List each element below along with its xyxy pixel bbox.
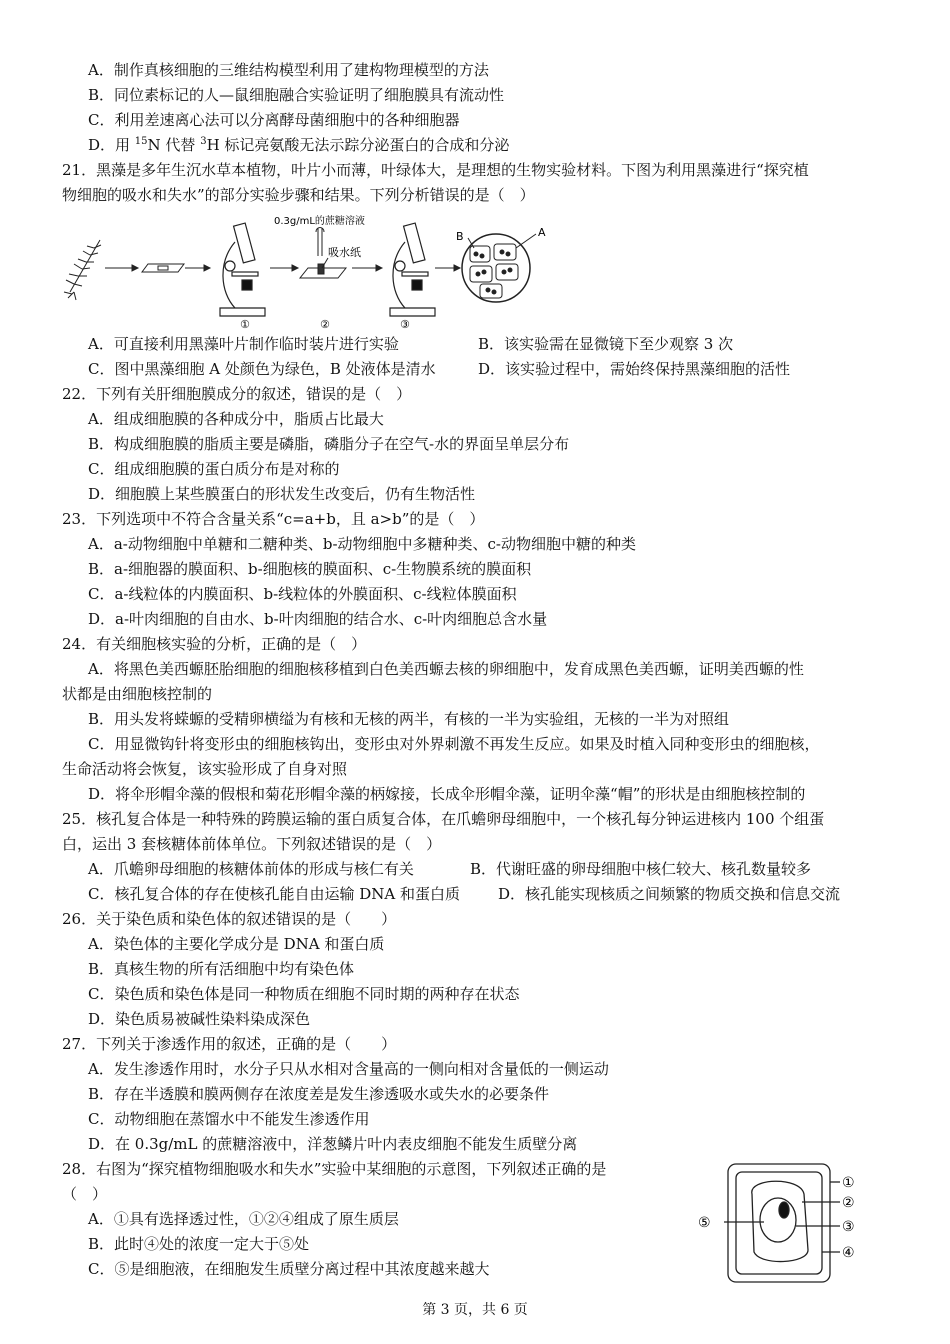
q24-stem: 24．有关细胞核实验的分析，正确的是（ ）	[62, 635, 367, 653]
q20-option-b: B．同位素标记的人—鼠细胞融合实验证明了细胞膜具有流动性	[88, 86, 505, 104]
q25-stem-line2: 白，运出 3 套核糖体前体单位。下列叙述错误的是（ ）	[62, 835, 442, 853]
q24-option-a-line1: A．将黑色美西螈胚胎细胞的细胞核移植到白色美西螈去核的卵细胞中，发育成黑色美西螈，证明美西螈的性	[88, 660, 804, 678]
q25-option-b: B．代谢旺盛的卵母细胞中核仁较大、核孔数量较多	[470, 860, 812, 878]
sucrose-label: 0.3g/mL的蔗糖溶液	[274, 216, 365, 227]
q23-option-c: C．a-线粒体的内膜面积、b-线粒体的外膜面积、c-线粒体膜面积	[88, 585, 517, 603]
q28-option-a: A．①具有选择透过性，①②④组成了原生质层	[88, 1210, 399, 1228]
label-b: B	[456, 230, 464, 243]
label-4: ④	[842, 1245, 855, 1261]
q21-experiment-figure	[60, 212, 560, 330]
q20-d-post: H 标记亮氨酸无法示踪分泌蛋白的合成和分泌	[206, 136, 510, 154]
q22-option-d: D．细胞膜上某些膜蛋白的形状发生改变后，仍有生物活性	[88, 485, 476, 503]
q25-option-a: A．爪蟾卵母细胞的核糖体前体的形成与核仁有关	[88, 860, 414, 878]
label-5: ⑤	[698, 1215, 711, 1231]
q24-option-d: D．将伞形帽伞藻的假根和菊花形帽伞藻的柄嫁接，长成伞形帽伞藻，证明伞藻“帽”的形状是由细胞核控制的	[88, 785, 806, 803]
label-3: ③	[842, 1219, 855, 1235]
label-2: ②	[842, 1195, 855, 1211]
q24-option-c-line2: 生命活动将会恢复，该实验形成了自身对照	[62, 760, 348, 778]
q22-option-c: C．组成细胞膜的蛋白质分布是对称的	[88, 460, 340, 478]
q24-option-b: B．用头发将蝾螈的受精卵横缢为有核和无核的两半，有核的一半为实验组，无核的一半为对照组	[88, 710, 730, 728]
q26-option-b: B．真核生物的所有活细胞中均有染色体	[88, 960, 355, 978]
q28-stem-line1: 28．右图为“探究植物细胞吸水和失水”实验中某细胞的示意图，下列叙述正确的是	[62, 1160, 607, 1178]
q20-d-pre: D．用	[88, 136, 135, 154]
q21-stem-line1: 21．黑藻是多年生沉水草本植物，叶片小而薄，叶绿体大，是理想的生物实验材料。下图为利用黑藻进行“探究植	[62, 161, 809, 179]
q21-option-c: C．图中黑藻细胞 A 处颜色为绿色，B 处液体是清水	[88, 360, 436, 378]
q26-option-d: D．染色质易被碱性染料染成深色	[88, 1010, 311, 1028]
q21-option-a: A．可直接利用黑藻叶片制作临时装片进行实验	[88, 335, 399, 353]
q27-option-d: D．在 0.3g/mL 的蔗糖溶液中，洋葱鳞片叶内表皮细胞不能发生质壁分离	[88, 1135, 578, 1153]
q27-option-a: A．发生渗透作用时，水分子只从水相对含量高的一侧向相对含量低的一侧运动	[88, 1060, 609, 1078]
plant-cell-drawing	[724, 1164, 840, 1282]
q22-option-a: A．组成细胞膜的各种成分中，脂质占比最大	[88, 410, 384, 428]
q20-d-sup1: 15	[134, 136, 148, 147]
microscope-view-cells	[462, 234, 536, 302]
q20-d-sup2: 3	[200, 136, 207, 147]
q22-option-b: B．构成细胞膜的脂质主要是磷脂，磷脂分子在空气-水的界面呈单层分布	[88, 435, 570, 453]
q23-option-d: D．a-叶肉细胞的自由水、b-叶肉细胞的结合水、c-叶肉细胞总含水量	[88, 610, 548, 628]
q20-option-c: C．利用差速离心法可以分离酵母菌细胞中的各种细胞器	[88, 111, 460, 129]
q27-option-c: C．动物细胞在蒸馏水中不能发生渗透作用	[88, 1110, 370, 1128]
step-2-label: ②	[320, 318, 330, 330]
q20-option-a: A．制作真核细胞的三维结构模型利用了建构物理模型的方法	[88, 61, 489, 79]
q23-option-a: A．a-动物细胞中单糖和二糖种类、b-动物细胞中多糖种类、c-动物细胞中糖的种类	[88, 535, 636, 553]
q25-option-d: D．核孔能实现核质之间频繁的物质交换和信息交流	[498, 885, 841, 903]
label-1: ①	[842, 1175, 855, 1191]
aquatic-plant-icon	[64, 240, 101, 300]
glass-slide	[142, 264, 184, 272]
q26-stem: 26．关于染色质和染色体的叙述错误的是（ ）	[62, 910, 397, 928]
paper-pointer	[322, 258, 328, 268]
q28-stem-line2: （ ）	[62, 1185, 108, 1203]
q26-option-a: A．染色体的主要化学成分是 DNA 和蛋白质	[88, 935, 385, 953]
q27-option-b: B．存在半透膜和膜两侧存在浓度差是发生渗透吸水或失水的必要条件	[88, 1085, 550, 1103]
step-3-label: ③	[400, 318, 410, 330]
q23-stem: 23．下列选项中不符合含量关系“c=a+b，且 a>b”的是（ ）	[62, 510, 485, 528]
q25-stem-line1: 25．核孔复合体是一种特殊的跨膜运输的蛋白质复合体，在爪蟾卵母细胞中，一个核孔每分钟运进核内 100 个组蛋	[62, 810, 825, 828]
q20-option-d	[88, 135, 509, 155]
q25-option-c: C．核孔复合体的存在使核孔能自由运输 DNA 和蛋白质	[88, 885, 460, 903]
q28-option-c: C．⑤是细胞液，在细胞发生质壁分离过程中其浓度越来越大	[88, 1260, 490, 1278]
q26-option-c: C．染色质和染色体是同一种物质在细胞不同时期的两种存在状态	[88, 985, 520, 1003]
q24-option-a-line2: 状都是由细胞核控制的	[62, 685, 213, 703]
step-1-label: ①	[240, 318, 250, 330]
q21-option-b: B．该实验需在显微镜下至少观察 3 次	[478, 335, 734, 353]
q20-d-mid: N 代替	[147, 136, 201, 154]
page-footer: 第 3 页，共 6 页	[422, 1302, 528, 1318]
q28-cell-diagram	[690, 1160, 870, 1288]
blotting-paper-label: 吸水纸	[328, 246, 361, 259]
q27-stem: 27．下列关于渗透作用的叙述，正确的是（ ）	[62, 1035, 397, 1053]
microscope-2	[390, 223, 435, 316]
q21-option-d: D．该实验过程中，需始终保持黑藻细胞的活性	[478, 360, 791, 378]
microscope-1	[220, 223, 265, 316]
q28-option-b: B．此时④处的浓度一定大于⑤处	[88, 1235, 310, 1253]
q23-option-b: B．a-细胞器的膜面积、b-细胞核的膜面积、c-生物膜系统的膜面积	[88, 560, 532, 578]
q21-stem-line2: 物细胞的吸水和失水”的部分实验步骤和结果。下列分析错误的是（ ）	[62, 186, 535, 204]
label-a: A	[538, 226, 546, 239]
q24-option-c-line1: C．用显微钩针将变形虫的细胞核钩出，变形虫对外界刺激不再发生反应。如果及时植入同种变形虫的细胞核，	[88, 735, 820, 753]
q22-stem: 22．下列有关肝细胞膜成分的叙述，错误的是（ ）	[62, 385, 412, 403]
